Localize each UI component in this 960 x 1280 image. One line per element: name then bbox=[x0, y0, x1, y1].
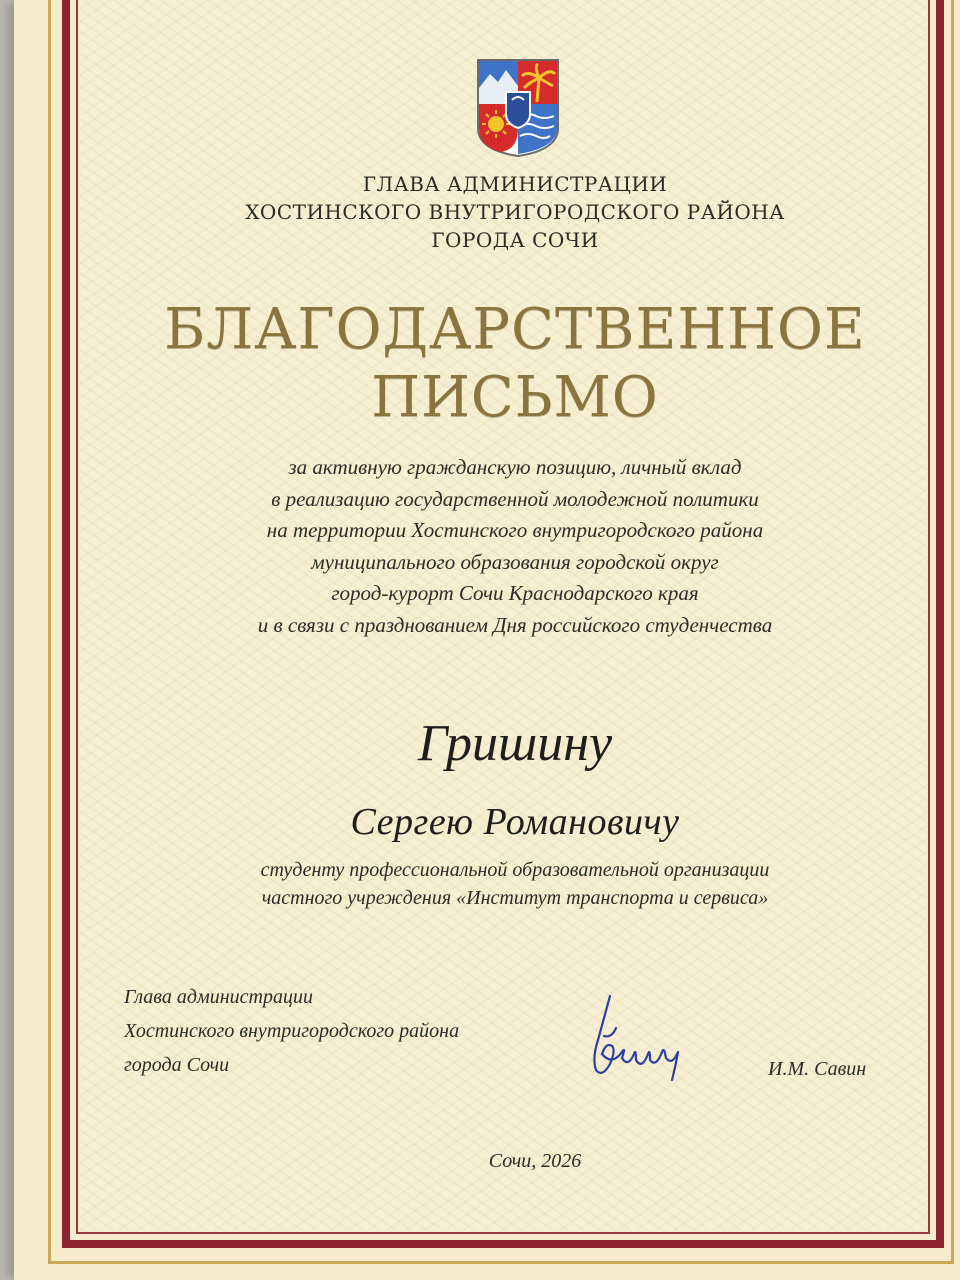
signer-position bbox=[124, 980, 624, 1082]
signer-name: И.М. Савин bbox=[768, 1058, 867, 1080]
reason-line: в реализацию государственной молодежной политики bbox=[271, 486, 759, 511]
signer-position-line: Хостинского внутригородского района bbox=[124, 1020, 460, 1042]
recipient-surname: Гришину bbox=[417, 715, 613, 772]
place-and-year: Сочи, 2026 bbox=[488, 1150, 582, 1172]
reason-line: город-курорт Сочи Краснодарского края bbox=[331, 581, 699, 605]
reason-line: муниципального образования городской округ bbox=[311, 549, 719, 574]
issuer-line: ГОРОДА СОЧИ bbox=[431, 228, 599, 252]
document-title bbox=[80, 296, 926, 432]
title-line: БЛАГОДАРСТВЕННОЕ bbox=[164, 297, 866, 362]
certificate-sheet bbox=[14, 0, 960, 1280]
recipient-role bbox=[80, 856, 926, 912]
title-line: ПИСЬМО bbox=[371, 365, 659, 430]
role-line: частного учреждения «Институт транспорта и сервиса» bbox=[261, 887, 769, 909]
signer-position-line: Глава администрации bbox=[124, 986, 313, 1008]
certificate-paper bbox=[80, 0, 926, 1230]
recipient-given-names: Сергею Романовичу bbox=[350, 801, 680, 843]
role-line: студенту профессиональной образовательной организации bbox=[260, 859, 770, 881]
award-reason bbox=[80, 452, 926, 641]
reason-line: за активную гражданскую позицию, личный вклад bbox=[288, 455, 742, 479]
issuer-line: ГЛАВА АДМИНИСТРАЦИИ bbox=[362, 172, 668, 196]
issuer-heading bbox=[80, 170, 926, 254]
issuer-line: ХОСТИНСКОГО ВНУТРИГОРОДСКОГО РАЙОНА bbox=[245, 200, 785, 224]
handwritten-signature bbox=[582, 988, 702, 1088]
reason-line: и в связи с празднованием Дня российского студенчества bbox=[257, 612, 773, 637]
sochi-coat-of-arms-icon bbox=[476, 58, 560, 158]
signer-position-line: города Сочи bbox=[124, 1054, 230, 1076]
reason-line: на территории Хостинского внутригородского района bbox=[266, 518, 764, 542]
